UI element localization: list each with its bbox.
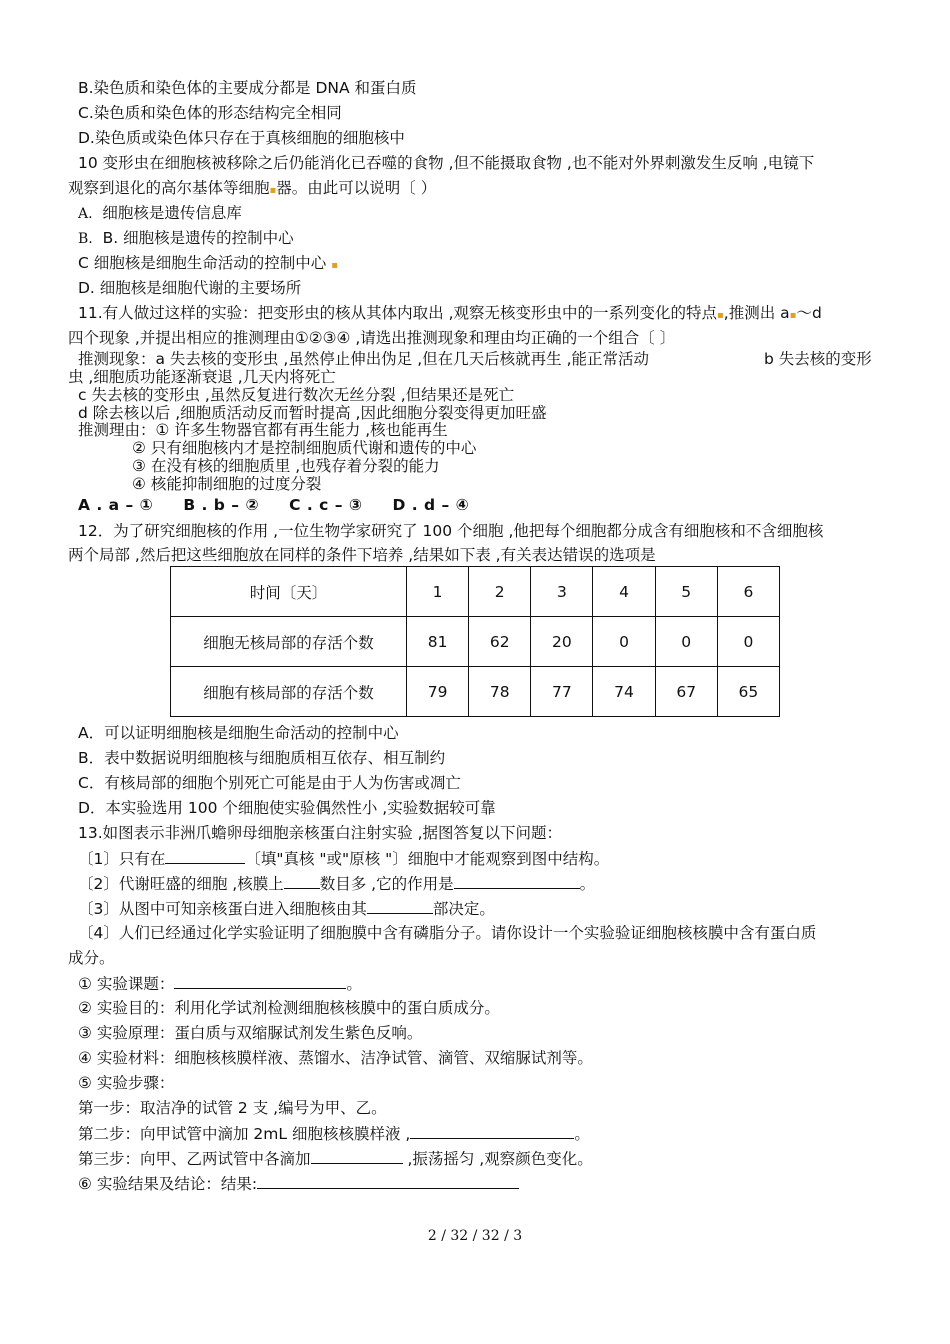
q10-option-d: D. 细胞核是细胞代谢的主要场所 (78, 279, 302, 297)
q13-principle: ③ 实验原理：蛋白质与双缩脲试剂发生紫色反响。 (78, 1024, 423, 1042)
answer-blank[interactable] (367, 898, 433, 914)
q13-step-1: 第一步：取洁净的试管 2 支 ,编号为甲、乙。 (78, 1099, 387, 1117)
q11-phenomenon-d: d 除去核以后 ,细胞质活动反而暂时提高 ,因此细胞分裂变得更加旺盛 (78, 404, 547, 422)
q13-part-2: 〔2〕代谢旺盛的细胞 ,核膜上 数目多 ,它的作用是 。 (78, 875, 596, 893)
table-cell: 77 (531, 667, 593, 717)
q12-option-a: A．可以证明细胞核是细胞生命活动的控制中心 (78, 724, 399, 742)
q10-stem-line2: 观察到退化的高尔基体等细胞▪器。由此可以说明〔 ） (68, 179, 437, 197)
q9-option-d: D.染色质或染色体只存在于真核细胞的细胞核中 (78, 129, 405, 147)
q13-result: ⑥ 实验结果及结论：结果: (78, 1173, 519, 1194)
q12-option-d: D．本实验选用 100 个细胞使实验偶然性小 ,实验数据较可靠 (78, 799, 496, 817)
q11-options (78, 495, 499, 515)
q12-stem-line2: 两个局部 ,然后把这些细胞放在同样的条件下培养 ,结果如下表 ,有关表达错误的选项是 (68, 546, 656, 564)
table-header-cell: 6 (717, 567, 779, 617)
q13-step-topic: ① 实验课题： 。 (78, 975, 362, 993)
q11-reason-4: ④ 核能抑制细胞的过度分裂 (132, 475, 322, 493)
q9-option-c: C.染色质和染色体的形态结构完全相同 (78, 104, 342, 122)
q11-reason-1: 推测理由：① 许多生物器官都有再生能力 ,核也能再生 (78, 421, 448, 439)
table-cell: 0 (593, 617, 655, 667)
table-header-cell: 时间〔天〕 (171, 567, 407, 617)
answer-blank[interactable] (257, 1173, 519, 1189)
q9-option-b: B.染色质和染色体的主要成分都是 DNA 和蛋白质 (78, 79, 417, 97)
answer-blank[interactable] (174, 973, 346, 989)
q13-part-1: 〔1〕只有在 〔填"真核 "或"原核 "〕细胞中才能观察到图中结构。 (78, 850, 610, 868)
table-cell: 62 (469, 617, 531, 667)
table-cell: 81 (407, 617, 469, 667)
q13-part-3: 〔3〕从图中可知亲核蛋白进入细胞核由其 部决定。 (78, 900, 495, 918)
table-header-cell: 3 (531, 567, 593, 617)
q11-option-b: B . b – ② (183, 496, 260, 514)
table-header-cell: 4 (593, 567, 655, 617)
table-cell: 74 (593, 667, 655, 717)
q11-reason-3: ③ 在没有核的细胞质里 ,也残存着分裂的能力 (132, 457, 440, 475)
q13-procedure-heading: ⑤ 实验步骤： (78, 1074, 175, 1092)
q12-option-c: C．有核局部的细胞个别死亡可能是由于人为伤害或凋亡 (78, 774, 461, 792)
table-cell: 0 (655, 617, 717, 667)
table-header-cell: 2 (469, 567, 531, 617)
q11-option-a: A . a – ① (78, 496, 154, 514)
q13-part-4-line2: 成分。 (68, 949, 115, 967)
q13-step-3: 第三步：向甲、乙两试管中各滴加 ,振荡摇匀 ,观察颜色变化。 (78, 1150, 593, 1168)
table-cell: 67 (655, 667, 717, 717)
table-row (171, 617, 780, 667)
table-cell: 0 (717, 617, 779, 667)
q13-materials: ④ 实验材料：细胞核核膜样液、蒸馏水、洁净试管、滴管、双缩脲试剂等。 (78, 1049, 593, 1067)
table-cell: 78 (469, 667, 531, 717)
table-header-cell: 1 (407, 567, 469, 617)
q10-option-b: B. B. 细胞核是遗传的控制中心 (78, 229, 294, 247)
q10-stem-line1: 10 变形虫在细胞核被移除之后仍能消化已吞噬的食物 ,但不能摄取食物 ,也不能对外界刺激发生反响 ,电镜下 (78, 154, 815, 172)
answer-blank[interactable] (454, 873, 580, 889)
q13-purpose: ② 实验目的：利用化学试剂检测细胞核核膜中的蛋白质成分。 (78, 999, 500, 1017)
q13-part-4-line1: 〔4〕人们已经通过化学实验证明了细胞膜中含有磷脂分子。请你设计一个实验验证细胞核核膜中含有蛋白质 (78, 924, 817, 942)
page-number: 2 / 32 / 32 / 3 (427, 1228, 523, 1244)
answer-blank[interactable] (284, 873, 320, 889)
survival-table (170, 566, 780, 717)
table-header-row (171, 567, 780, 617)
answer-blank[interactable] (410, 1123, 574, 1139)
q11-option-c: C . c – ③ (289, 496, 363, 514)
q11-phenomenon-b-start: b 失去核的变形 (764, 350, 872, 368)
q12-stem-line1: 12．为了研究细胞核的作用 ,一位生物学家研究了 100 个细胞 ,他把每个细胞都分成含有细胞核和不含细胞核 (78, 522, 824, 540)
table-row (171, 667, 780, 717)
q11-option-d: D . d – ④ (392, 496, 470, 514)
q11-phenomenon-c: c 失去核的变形虫 ,虽然反复进行数次无丝分裂 ,但结果还是死亡 (78, 386, 515, 404)
answer-blank[interactable] (311, 1148, 403, 1164)
answer-blank[interactable] (165, 848, 245, 864)
table-cell: 细胞无核局部的存活个数 (171, 617, 407, 667)
q13-stem: 13.如图表示非洲爪蟾卵母细胞亲核蛋白注射实验 ,据图答复以下问题： (78, 824, 563, 842)
q11-stem-line1: 11.有人做过这样的实验：把变形虫的核从其体内取出 ,观察无核变形虫中的一系列变化的特点▪,推测出 a▪～d (78, 304, 822, 322)
table-header-cell: 5 (655, 567, 717, 617)
table-cell: 79 (407, 667, 469, 717)
table-cell: 65 (717, 667, 779, 717)
q11-phenomenon-a: 推测现象：a 失去核的变形虫 ,虽然停止伸出伪足 ,但在几天后核就再生 ,能正常活动 (78, 350, 649, 368)
table-cell: 20 (531, 617, 593, 667)
q12-option-b: B．表中数据说明细胞核与细胞质相互依存、相互制约 (78, 749, 446, 767)
table-cell: 细胞有核局部的存活个数 (171, 667, 407, 717)
q10-option-a: A. 细胞核是遗传信息库 (78, 204, 242, 222)
q11-stem-line2: 四个现象 ,并提出相应的推测理由①②③④ ,请选出推测现象和理由均正确的一个组合〔 〕 (68, 329, 676, 347)
q13-step-2: 第二步：向甲试管中滴加 2mL 细胞核核膜样液 , 。 (78, 1125, 590, 1143)
q11-reason-2: ② 只有细胞核内才是控制细胞质代谢和遗传的中心 (132, 439, 477, 457)
q11-phenomenon-b-end: 虫 ,细胞质功能逐渐衰退 ,几天内将死亡 (68, 368, 336, 386)
q10-option-c: C 细胞核是细胞生命活动的控制中心 ▪ (78, 254, 338, 272)
